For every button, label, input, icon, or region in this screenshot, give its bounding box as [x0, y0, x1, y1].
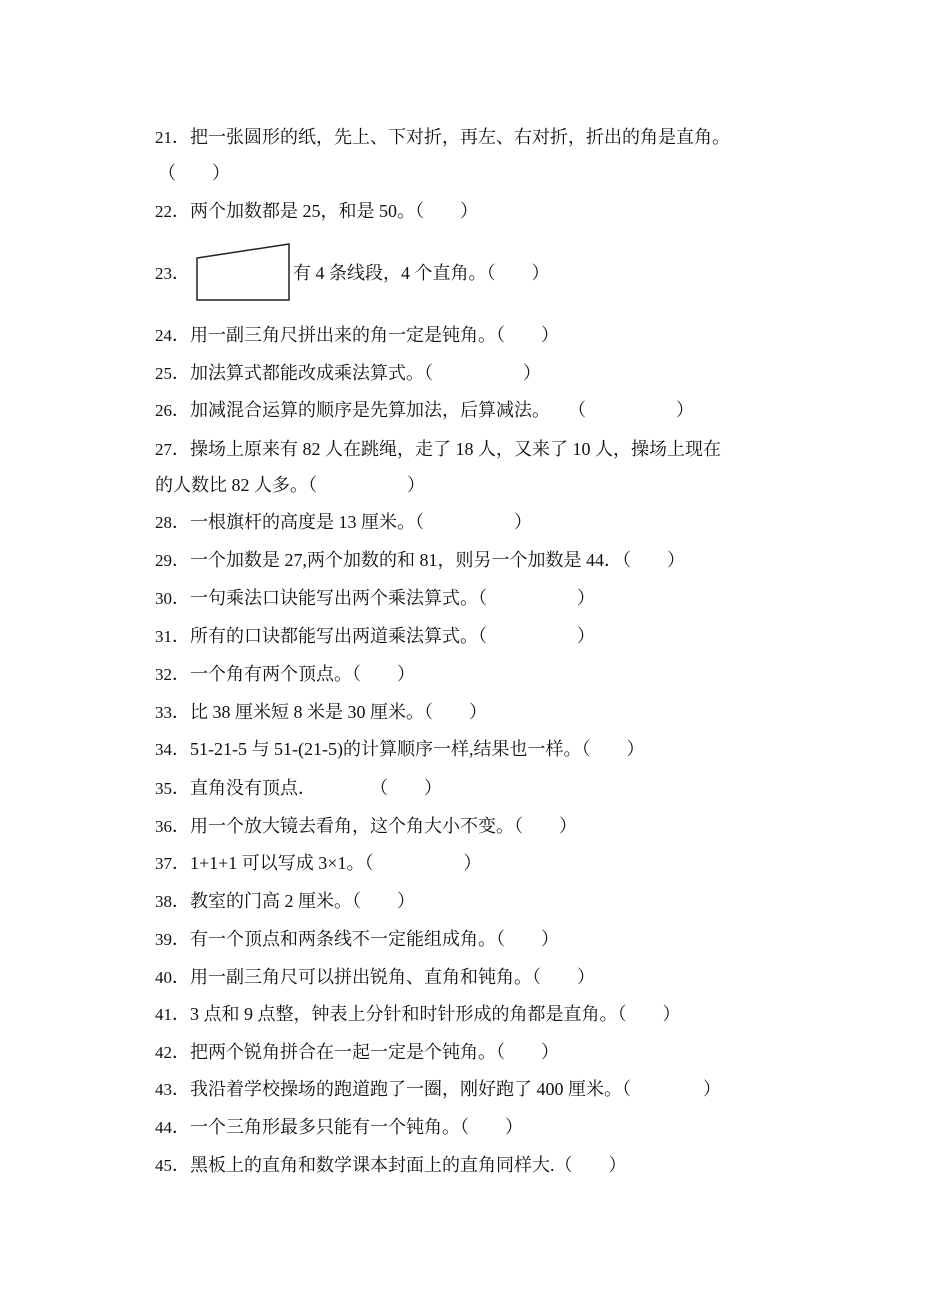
question-42 [155, 1041, 559, 1064]
question-21 [155, 126, 730, 149]
question-number: 45 [155, 1156, 172, 1175]
question-number: 31 [155, 627, 172, 646]
question-number: 26 [155, 401, 172, 420]
question-text: ．一个角有两个顶点。（ ） [172, 664, 415, 684]
question-number: 43 [155, 1080, 172, 1099]
question-text: ．一句乘法口诀能写出两个乘法算式。（ ） [172, 588, 595, 608]
question-number: 27 [155, 440, 172, 459]
question-number: 34 [155, 740, 172, 759]
question-text: ．有一个顶点和两条线不一定能组成角。（ ） [172, 929, 559, 949]
question-number: 35 [155, 779, 172, 798]
question-number: 44 [155, 1118, 172, 1137]
question-text: ．把两个锐角拼合在一起一定是个钝角。（ ） [172, 1042, 559, 1062]
question-34 [155, 738, 644, 761]
question-text: ．51-21-5 与 51-(21-5)的计算顺序一样,结果也一样。（ ） [172, 739, 645, 759]
question-text: ．一个加数是 27,两个加数的和 81，则另一个加数是 44．（ ） [172, 550, 685, 570]
question-45 [155, 1154, 627, 1177]
question-number: 28 [155, 513, 172, 532]
question-number: 41 [155, 1005, 172, 1024]
question-text: ．用一副三角尺可以拼出锐角、直角和钝角。（ ） [172, 967, 595, 987]
question-37 [155, 852, 481, 875]
question-number: 25 [155, 364, 172, 383]
question-text: 的人数比 82 人多。（ ） [155, 475, 425, 495]
question-number: 24 [155, 326, 172, 345]
question-number: 40 [155, 968, 172, 987]
answer-blank: （ ） [158, 163, 230, 183]
question-number: 29 [155, 551, 172, 570]
question-39 [155, 928, 559, 951]
question-number: 23 [155, 264, 172, 283]
question-33 [155, 701, 487, 724]
question-number: 42 [155, 1043, 172, 1062]
question-25 [155, 362, 541, 385]
question-text: ．所有的口诀都能写出两道乘法算式。（ ） [172, 626, 595, 646]
question-23-text [293, 262, 550, 284]
question-number: 37 [155, 854, 172, 873]
question-number: 39 [155, 930, 172, 949]
question-text: ．黑板上的直角和数学课本封面上的直角同样大.（ ） [172, 1155, 627, 1175]
question-number: 33 [155, 703, 172, 722]
question-38 [155, 890, 415, 913]
question-35 [155, 777, 442, 800]
question-44 [155, 1116, 523, 1139]
question-text: ．加法算式都能改成乘法算式。（ ） [172, 363, 541, 383]
question-text: ．一个三角形最多只能有一个钝角。（ ） [172, 1117, 523, 1137]
question-text: ．用一副三角尺拼出来的角一定是钝角。（ ） [172, 325, 559, 345]
question-22 [155, 200, 478, 223]
question-number: 38 [155, 892, 172, 911]
question-27 [155, 438, 721, 461]
question-text: ．比 38 厘米短 8 米是 30 厘米。（ ） [172, 702, 487, 722]
question-number: 22 [155, 202, 172, 221]
question-21-continuation [158, 162, 230, 184]
question-text: ．操场上原来有 82 人在跳绳，走了 18 人，又来了 10 人，操场上现在 [172, 439, 721, 459]
question-text: ．教室的门高 2 厘米。（ ） [172, 891, 415, 911]
question-number: 32 [155, 665, 172, 684]
question-text: ．直角没有顶点． （ ） [172, 778, 442, 798]
question-text: ．3 点和 9 点整，钟表上分针和时针形成的角都是直角。（ ） [172, 1004, 681, 1024]
question-text: 有 4 条线段，4 个直角。（ ） [293, 263, 550, 283]
question-26 [155, 399, 694, 422]
question-32 [155, 663, 415, 686]
question-31 [155, 625, 595, 648]
question-text: ．加减混合运算的顺序是先算加法，后算减法。 （ ） [172, 400, 694, 420]
question-36 [155, 815, 577, 838]
quadrilateral-figure [196, 242, 292, 304]
question-number: 36 [155, 817, 172, 836]
question-text-prefix: ． [172, 263, 190, 283]
question-29 [155, 549, 685, 572]
question-24 [155, 324, 559, 347]
question-text: ．我沿着学校操场的跑道跑了一圈，刚好跑了 400 厘米。（ ） [172, 1079, 721, 1099]
question-23 [155, 262, 190, 285]
question-28 [155, 511, 532, 534]
question-27-continuation [155, 474, 425, 496]
question-30 [155, 587, 595, 610]
question-number: 21 [155, 128, 172, 147]
question-text: ．把一张圆形的纸，先上、下对折，再左、右对折，折出的角是直角。 [172, 127, 730, 147]
question-text: ．一根旗杆的高度是 13 厘米。（ ） [172, 512, 532, 532]
question-text: ．用一个放大镜去看角，这个角大小不变。（ ） [172, 816, 577, 836]
question-text: ．1+1+1 可以写成 3×1。（ ） [172, 853, 482, 873]
question-number: 30 [155, 589, 172, 608]
question-text: ．两个加数都是 25，和是 50。（ ） [172, 201, 478, 221]
question-43 [155, 1078, 721, 1101]
question-41 [155, 1003, 681, 1026]
question-40 [155, 966, 595, 989]
